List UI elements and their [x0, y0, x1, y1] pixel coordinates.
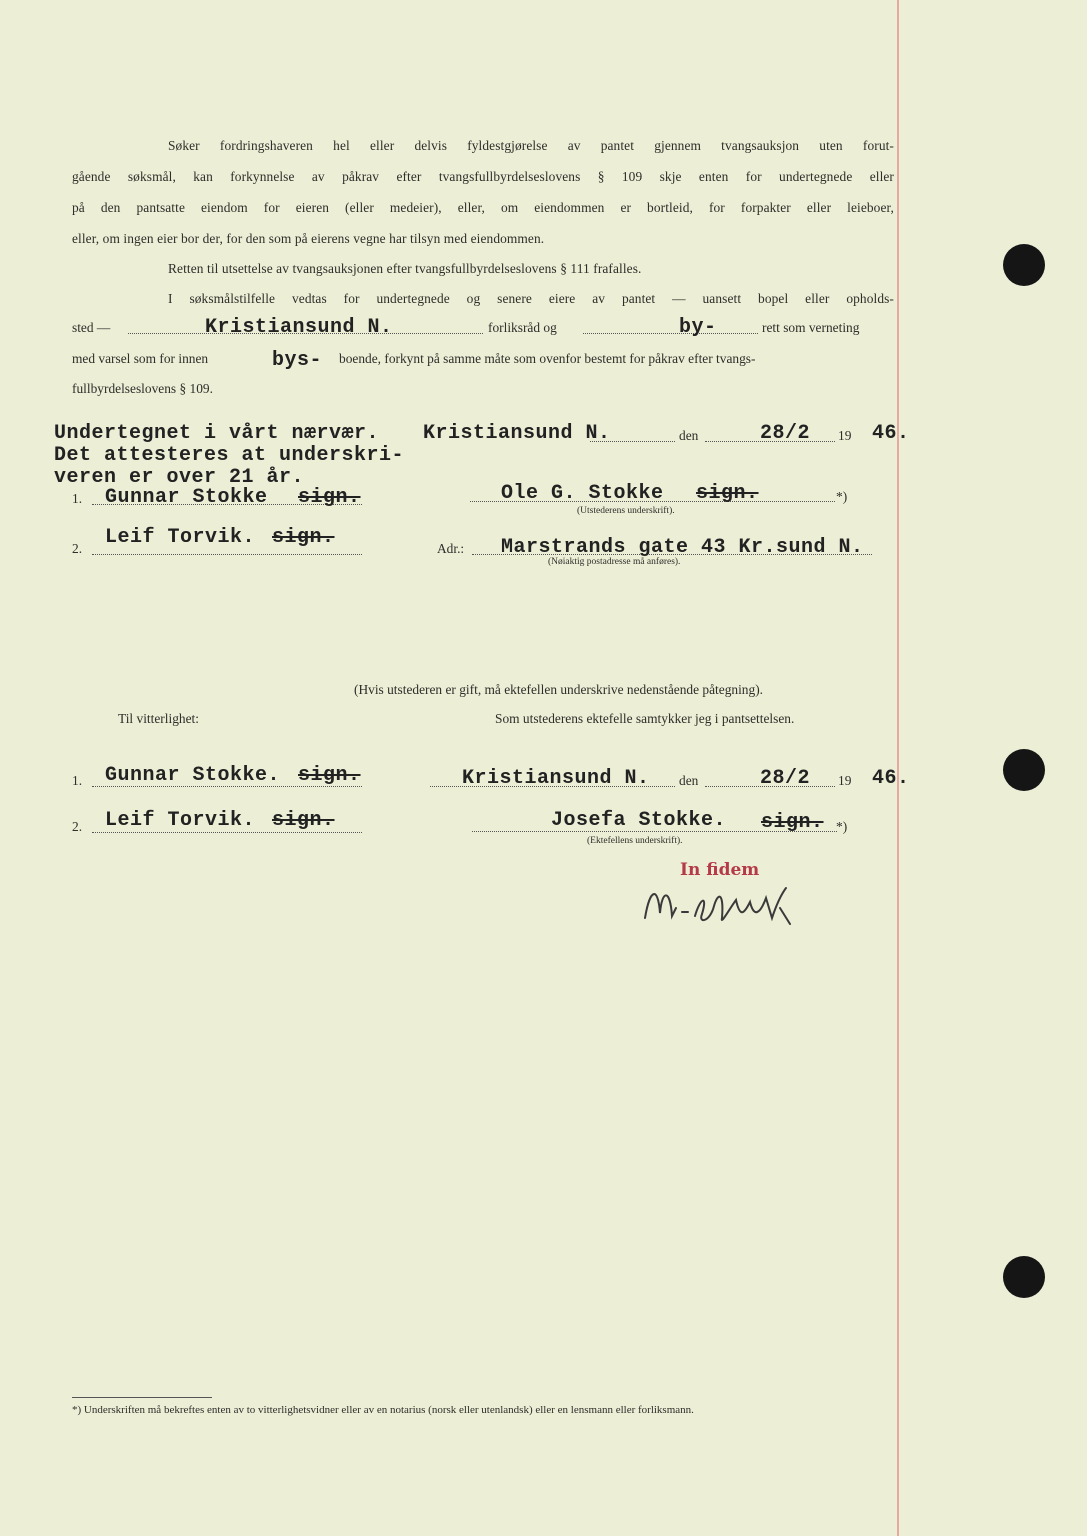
footnote-mark: *)	[836, 819, 848, 834]
witness-statement-line: Det attesteres at underskri-	[54, 444, 405, 467]
label-year-prefix: 19	[838, 773, 852, 788]
punch-hole	[1003, 244, 1045, 286]
handwritten-issuer: Ole G. Stokke	[501, 482, 664, 505]
handwritten-by: by-	[679, 316, 717, 339]
handwritten-witness-2: Leif Torvik.	[105, 526, 256, 549]
stamp-rett-fidem: In fidem	[680, 860, 760, 880]
paragraph-line: Søker fordringshaveren hel eller delvis fyldestgjørelse av pantet gjennem tvangsauksjon uten forut-	[168, 138, 894, 153]
label-address: Adr.:	[437, 541, 465, 556]
punch-hole	[1003, 1256, 1045, 1298]
handwritten-sign: sign.	[272, 809, 335, 832]
footnote-rule	[72, 1397, 212, 1398]
label-year-prefix: 19	[838, 428, 852, 443]
handwritten-place: Kristiansund N.	[205, 316, 393, 339]
paragraph-line: fullbyrdelseslovens § 109.	[72, 381, 213, 396]
handwritten-witness-1: Gunnar Stokke	[105, 486, 268, 509]
witness-number: 2.	[72, 819, 83, 834]
fill-line	[92, 832, 362, 833]
fill-line	[92, 554, 362, 555]
footnote-mark: *)	[836, 489, 848, 504]
label-den: den	[679, 428, 699, 443]
label-rett: rett som verneting	[762, 320, 860, 335]
issuer-signature-caption: (Utstederens underskrift).	[577, 506, 675, 516]
footnote: *) Underskriften må bekreftes enten av to vitterlighetsvidner eller av en notarius (norsk eller utenlandsk) eller en lensmann eller forliksmann.	[72, 1404, 694, 1416]
handwritten-year: 46.	[872, 422, 910, 445]
handwritten-sign: sign.	[761, 811, 824, 834]
witness-statement-line: veren er over 21 år.	[54, 466, 305, 489]
paragraph-line: boende, forkynt på samme måte som ovenfor bestemt for påkrav efter tvangs-	[339, 351, 756, 366]
handwritten-witness-1: Gunnar Stokke.	[105, 764, 281, 787]
handwritten-sign: sign.	[298, 486, 361, 509]
label-med-varsel: med varsel som for innen	[72, 351, 209, 366]
label-forliksrad: forliksråd og	[488, 320, 557, 335]
handwritten-place: Kristiansund N.	[462, 767, 650, 790]
handwritten-signature	[640, 878, 800, 930]
witness-number: 1.	[72, 491, 83, 506]
witness-number: 2.	[72, 541, 83, 556]
handwritten-year: 46.	[872, 767, 910, 790]
handwritten-address: Marstrands gate 43 Kr.sund N.	[501, 536, 864, 559]
handwritten-witness-2: Leif Torvik.	[105, 809, 256, 832]
fill-line	[583, 333, 758, 334]
paragraph-line: Retten til utsettelse av tvangsauksjonen efter tvangsfullbyrdelseslovens § 111 frafalles.	[168, 261, 642, 276]
handwritten-spouse: Josefa Stokke.	[551, 809, 727, 832]
label-sted: sted —	[72, 320, 111, 335]
label-til-vitterlighet: Til vitterlighet:	[118, 711, 199, 726]
fill-line	[590, 441, 675, 442]
handwritten-sign: sign.	[272, 526, 335, 549]
spouse-note: (Hvis utstederen er gift, må ektefellen underskrive nedenstående påtegning).	[354, 682, 764, 697]
witness-statement-line: Undertegnet i vårt nærvær.	[54, 422, 380, 445]
handwritten-date: 28/2	[760, 422, 811, 445]
label-den: den	[679, 773, 699, 788]
punch-hole	[1003, 749, 1045, 791]
paragraph-line: på den pantsatte eiendom for eieren (eller medeier), eller, om eiendommen er bortleid, for forpakter eller leieboer,	[72, 200, 894, 215]
handwritten-sign: sign.	[298, 764, 361, 787]
witness-number: 1.	[72, 773, 83, 788]
address-caption: (Nøiaktig postadresse må anføres).	[548, 557, 681, 567]
handwritten-place: Kristiansund N.	[423, 422, 611, 445]
handwritten-date: 28/2	[760, 767, 811, 790]
handwritten-bys: bys-	[272, 349, 323, 372]
paragraph-line: I søksmålstilfelle vedtas for undertegnede og senere eiere av pantet — uansett bopel eller opholds-	[168, 291, 894, 306]
paragraph-line: gående søksmål, kan forkynnelse av påkrav efter tvangsfullbyrdelseslovens § 109 skje enten for undertegnede eller	[72, 169, 894, 184]
handwritten-sign: sign.	[696, 482, 759, 505]
paragraph-line: eller, om ingen eier bor der, for den som på eierens vegne har tilsyn med eiendommen.	[72, 231, 545, 246]
spouse-signature-caption: (Ektefellens underskrift).	[587, 836, 683, 846]
spouse-consent: Som utstederens ektefelle samtykker jeg i pantsettelsen.	[495, 711, 795, 726]
